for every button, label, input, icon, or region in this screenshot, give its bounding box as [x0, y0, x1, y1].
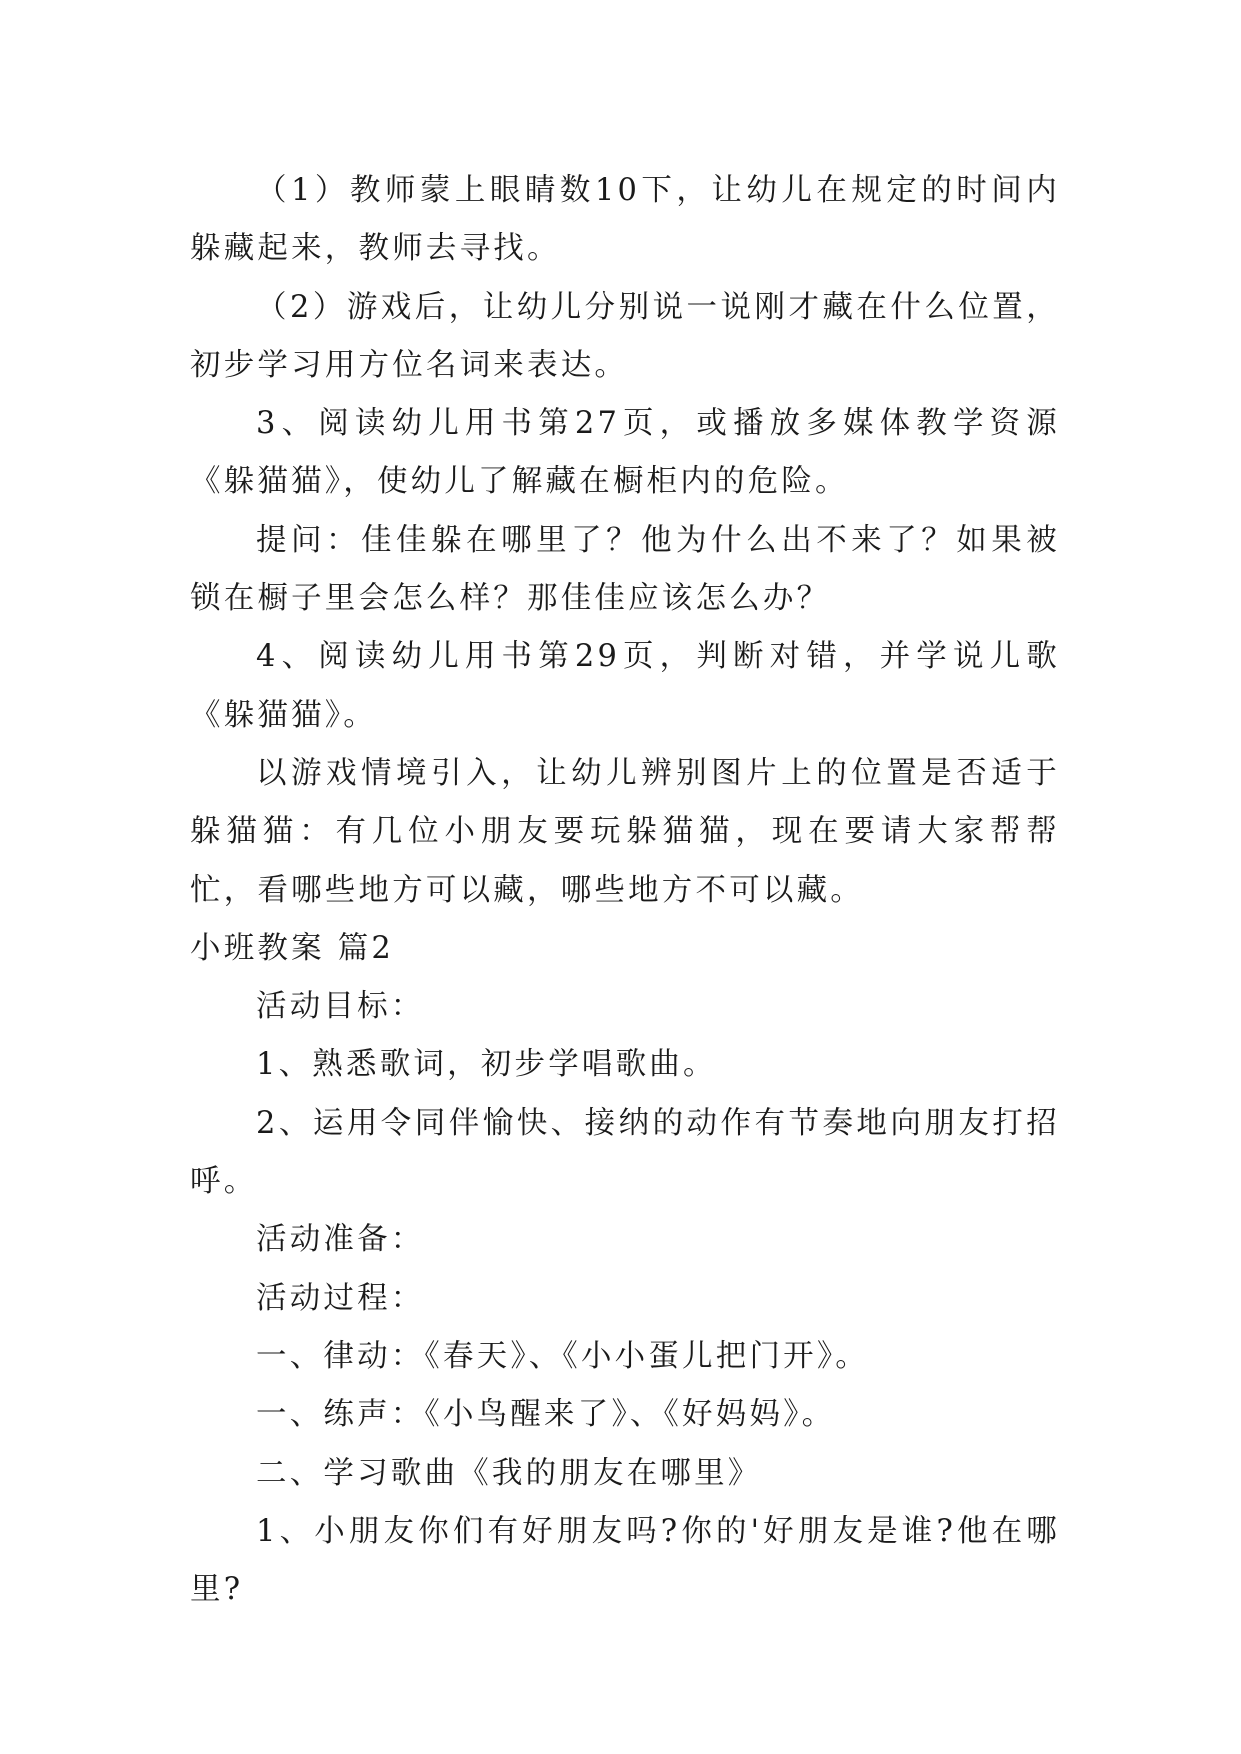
paragraph-step-2: （2）游戏后，让幼儿分别说一说刚才藏在什么位置，初步学习用方位名词来表达。: [190, 289, 1060, 383]
paragraph-item-3: 3、阅读幼儿用书第27页，或播放多媒体教学资源《躲猫猫》，使幼儿了解藏在橱柜内的危险。: [190, 406, 1060, 500]
process-question-1: 1、小朋友你们有好朋友吗?你的'好朋友是谁?他在哪里?: [190, 1513, 1060, 1608]
process-rhythm: 一、律动：《春天》、《小小蛋儿把门开》。: [256, 1338, 869, 1374]
activity-prep-heading: 活动准备：: [256, 1222, 425, 1258]
paragraph-game-intro: 以游戏情境引入，让幼儿辨别图片上的位置是否适于躲猫猫：有几位小朋友要玩躲猫猫，现在要请大家帮帮忙，看哪些地方可以藏，哪些地方不可以藏。: [190, 755, 1060, 908]
process-learn-song: 二、学习歌曲《我的朋友在哪里》: [256, 1455, 762, 1491]
process-vocal: 一、练声：《小鸟醒来了》、《好妈妈》。: [256, 1397, 836, 1433]
activity-process-heading: 活动过程：: [256, 1280, 425, 1316]
paragraph-questions: 提问：佳佳躲在哪里了？他为什么出不来了？如果被锁在橱子里会怎么样？那佳佳应该怎么办？: [190, 522, 1060, 617]
document-body: [190, 162, 1060, 1619]
paragraph-step-1: （1）教师蒙上眼睛数10下，让幼儿在规定的时间内躲藏起来，教师去寻找。: [190, 173, 1060, 267]
goal-item-2: 2、运用令同伴愉快、接纳的动作有节奏地向朋友打招呼。: [190, 1105, 1060, 1200]
paragraph-item-4: 4、阅读幼儿用书第29页，判断对错，并学说儿歌《躲猫猫》。: [190, 639, 1060, 733]
activity-goals-heading: 活动目标：: [256, 989, 425, 1025]
section-heading: 小班教案 篇2: [190, 930, 394, 966]
goal-item-1: 1、熟悉歌词，初步学唱歌曲。: [256, 1047, 717, 1083]
